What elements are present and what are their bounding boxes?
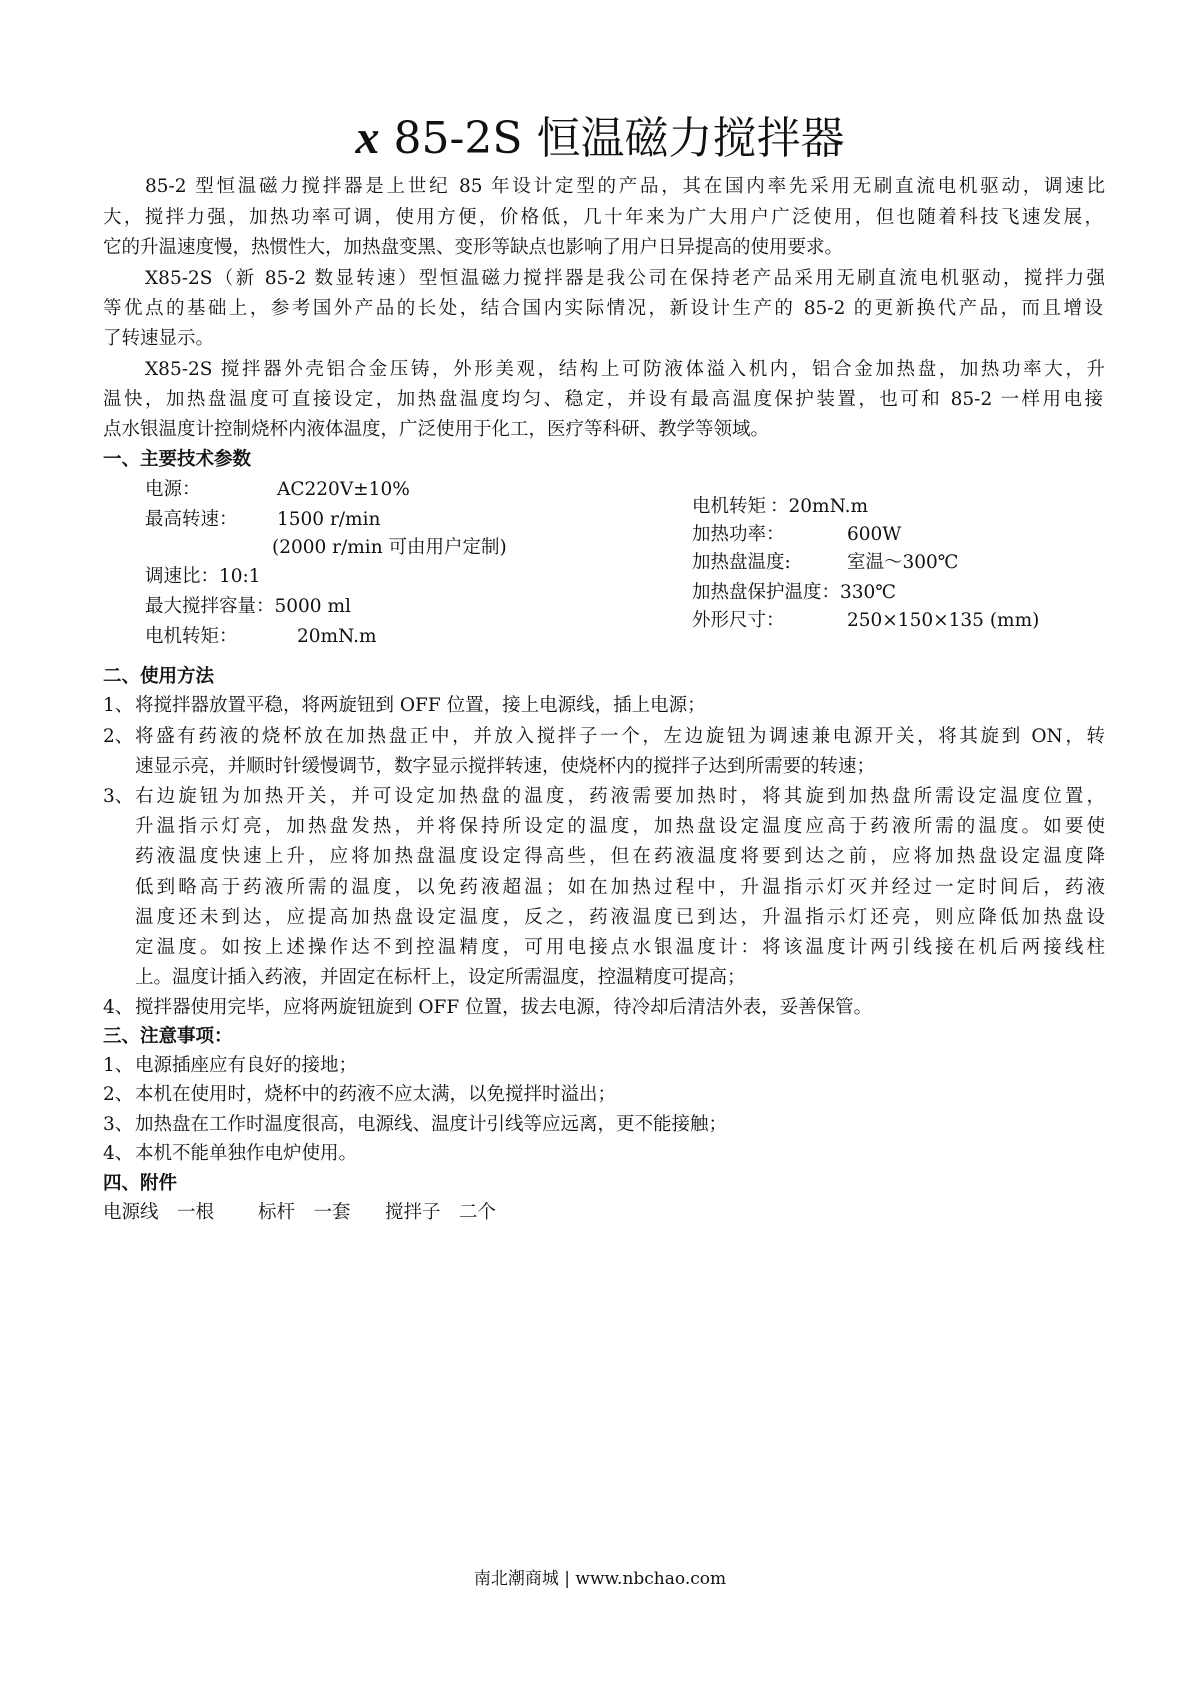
spec-label: 电机转矩	[692, 496, 767, 517]
spec-label: 调速比：10:1	[145, 566, 261, 587]
footer: 南北潮商城 | www.nbchao.com	[473, 1569, 727, 1589]
item-text: 右边旋钮为加热开关，并可设定加热盘的温度，药液需要加热时，将其旋到加热盘所需设定温度位置，	[135, 786, 1105, 807]
spec-label: 加热盘保护温度：330℃	[692, 582, 897, 603]
section-heading: 一、主要技术参数	[103, 449, 252, 470]
item-text: 将搅拌器放置平稳，将两旋钮到 OFF 位置，接上电源线，插上电源；	[135, 695, 706, 716]
spec-label: 加热功率：	[692, 524, 785, 545]
item-text: 本机不能单独作电炉使用。	[135, 1143, 358, 1164]
spec-value: 250×150×135 (mm)	[847, 610, 1040, 631]
spec-label: 电源：	[145, 479, 201, 500]
spec-value: 1500 r/min	[277, 509, 381, 530]
brand-logo: x	[355, 111, 380, 164]
item-text: 搅拌器使用完毕，应将两旋钮旋到 OFF 位置，拔去电源，待冷却后清洁外表，妥善保管。	[135, 997, 873, 1018]
spec-label: 电机转矩：	[145, 626, 238, 647]
item-number: 4、	[103, 1143, 134, 1164]
spec-value: AC220V±10%	[277, 479, 410, 500]
intro-line: 温快，加热盘温度可直接设定，加热盘温度均匀、稳定，并设有最高温度保护装置，也可和 85-2 一样用电接	[103, 389, 1103, 410]
section-heading: 二、使用方法	[103, 666, 215, 687]
page-title	[0, 108, 1200, 169]
item-text: 加热盘在工作时温度很高，电源线、温度计引线等应远离，更不能接触；	[135, 1114, 728, 1135]
intro-line: X85-2S 搅拌器外壳铝合金压铸，外形美观，结构上可防液体溢入机内，铝合金加热盘，加热功率大，升	[145, 359, 1105, 380]
item-text: 升温指示灯亮，加热盘发热，并将保持所设定的温度，加热盘设定温度应高于药液所需的温度。如要使	[135, 816, 1105, 837]
spec-value: 室温～300℃	[847, 552, 959, 573]
intro-line: 它的升温速度慢，热惯性大，加热盘变黑、变形等缺点也影响了用户日异提高的使用要求。	[103, 237, 844, 258]
item-text: 温度还未到达，应提高加热盘设定温度，反之，药液温度已到达，升温指示灯还亮，则应降低加热盘设	[135, 907, 1105, 928]
item-number: 3、	[103, 1114, 134, 1135]
item-text: 定温度。如按上述操作达不到控温精度，可用电接点水银温度计：将该温度计两引线接在机后两接线柱	[135, 937, 1105, 958]
spec-value: 20mN.m	[297, 626, 377, 647]
intro-line: 85-2 型恒温磁力搅拌器是上世纪 85 年设计定型的产品，其在国内率先采用无刷直流电机驱动，调速比	[145, 176, 1105, 197]
spec-label: 最大搅拌容量：5000 ml	[145, 596, 351, 617]
spec-label: 外形尺寸：	[692, 610, 785, 631]
intro-line: X85-2S（新 85-2 数显转速）型恒温磁力搅拌器是我公司在保持老产品采用无刷直流电机驱动，搅拌力强	[145, 268, 1105, 289]
item-text: 本机在使用时，烧杯中的药液不应太满，以免搅拌时溢出；	[135, 1084, 617, 1105]
spec-label: 加热盘温度:	[692, 552, 791, 573]
intro-line: 大，搅拌力强，加热功率可调，使用方便，价格低，几十年来为广大用户广泛使用，但也随着科技飞速发展，	[103, 207, 1103, 228]
intro-line: 等优点的基础上，参考国外产品的长处，结合国内实际情况，新设计生产的 85-2 的更新换代产品，而且增设	[103, 298, 1103, 319]
accessory-item: 电源线 一根	[103, 1202, 215, 1223]
item-number: 4、	[103, 997, 134, 1018]
item-number: 2、	[103, 726, 134, 747]
accessory-item: 标杆 一套	[258, 1202, 351, 1223]
item-text: 将盛有药液的烧杯放在加热盘正中，并放入搅拌子一个，左边旋钮为调速兼电源开关，将其旋到 ON，转	[135, 726, 1105, 747]
spec-value: 600W	[847, 524, 902, 545]
item-number: 3、	[103, 786, 134, 807]
spec-label: 最高转速：	[145, 509, 238, 530]
item-number: 1、	[103, 1055, 134, 1076]
item-number: 1、	[103, 695, 134, 716]
item-text: 药液温度快速上升，应将加热盘温度设定得高些，但在药液温度将要到达之前，应将加热盘设定温度降	[135, 846, 1105, 867]
item-number: 2、	[103, 1084, 134, 1105]
spec-value: (2000 r/min 可由用户定制)	[272, 537, 507, 558]
intro-line: 了转速显示。	[103, 328, 215, 349]
section-heading: 四、附件	[103, 1173, 178, 1194]
accessory-item: 搅拌子 二个	[385, 1202, 497, 1223]
item-text: 电源插座应有良好的接地；	[135, 1055, 358, 1076]
intro-line: 点水银温度计控制烧杯内液体温度，广泛使用于化工，医疗等科研、教学等领域。	[103, 419, 770, 440]
title-text: 85-2S 恒温磁力搅拌器	[393, 113, 845, 164]
spec-value: ：20mN.m	[770, 496, 869, 517]
item-text: 低到略高于药液所需的温度，以免药液超温；如在加热过程中，升温指示灯灭并经过一定时间后，药液	[135, 877, 1105, 898]
item-text: 上。温度计插入药液，并固定在标杆上，设定所需温度，控温精度可提高；	[135, 967, 746, 988]
section-heading: 三、注意事项：	[103, 1026, 233, 1047]
item-text: 速显示亮，并顺时针缓慢调节，数字显示搅拌转速，使烧杯内的搅拌子达到所需要的转速；	[135, 756, 876, 777]
